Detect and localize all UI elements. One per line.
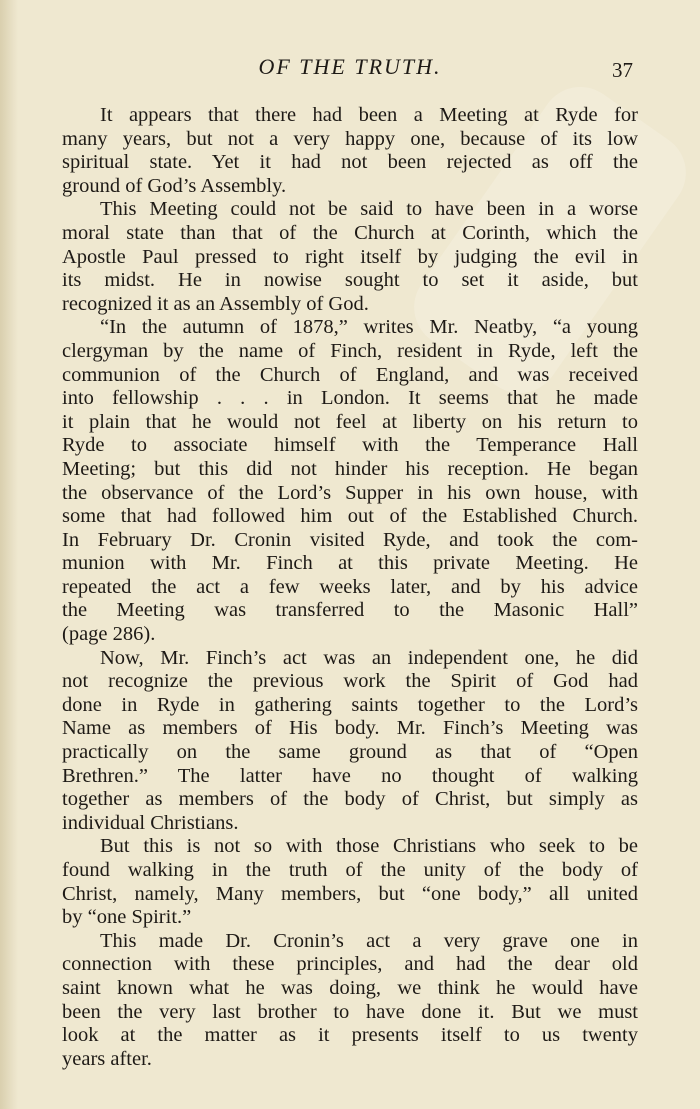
text-line: years after.	[62, 1047, 152, 1070]
text-line: “In the autumn of 1878,” writes Mr. Neatby, “a young	[100, 316, 638, 339]
text-line: individual Christians.	[62, 811, 239, 834]
text-line: It appears that there had been a Meeting at Ryde for	[100, 104, 638, 126]
text-line: communion of the Church of England, and was received	[62, 363, 638, 386]
text-line: by “one Spirit.”	[62, 906, 192, 929]
text-line: Ryde to associate himself with the Temperance Hall	[62, 434, 638, 457]
running-title: OF THE TRUTH.	[258, 54, 442, 79]
text-line: some that had followed him out of the Established Church.	[62, 505, 638, 528]
text-line: Brethren.” The latter have no thought of walking	[62, 764, 638, 787]
text-line: practically on the same ground as that of “Open	[62, 741, 638, 764]
text-line: found walking in the truth of the unity of the body of	[62, 859, 638, 881]
text-line: it plain that he would not feel at liberty on his return to	[62, 410, 638, 433]
text-line: In February Dr. Cronin visited Ryde, and took the com-	[62, 528, 638, 551]
text-line: This made Dr. Cronin’s act a very grave one in	[100, 929, 638, 952]
text-line: its midst. He in nowise sought to set it aside, but	[62, 269, 638, 292]
text-line: But this is not so with those Christians who seek to be	[100, 835, 638, 858]
text-line: ground of God’s Assembly.	[62, 174, 287, 197]
text-line: together as members of the body of Christ, but simply as	[62, 788, 638, 811]
text-line: clergyman by the name of Finch, resident in Ryde, left the	[62, 339, 638, 362]
page-header	[0, 52, 700, 82]
text-line: the observance of the Lord’s Supper in his own house, with	[62, 481, 638, 504]
text-line: look at the matter as it presents itself to us twenty	[62, 1024, 638, 1047]
page-gutter-shadow	[0, 0, 18, 1109]
text-line: recognized it as an Assembly of God.	[62, 292, 369, 315]
text-line: (page 286).	[62, 623, 156, 646]
text-line: spiritual state. Yet it had not been rejected as off the	[62, 151, 638, 174]
text-line: into fellowship . . . in London. It seems that he made	[62, 387, 638, 410]
text-line: Name as members of His body. Mr. Finch’s Meeting was	[62, 717, 638, 740]
text-line: Christ, namely, Many members, but “one body,” all united	[62, 882, 638, 905]
text-line: Meeting; but this did not hinder his reception. He began	[62, 457, 638, 480]
text-line: done in Ryde in gathering saints together to the Lord’s	[62, 693, 638, 716]
page-body-text	[62, 104, 638, 1071]
text-line: the Meeting was transferred to the Masonic Hall”	[62, 599, 638, 622]
text-line: not recognize the previous work the Spirit of God had	[62, 670, 638, 693]
page-number: 37	[612, 58, 633, 82]
text-line: saint known what he was doing, we think he would have	[62, 976, 638, 999]
text-line: This Meeting could not be said to have been in a worse	[100, 198, 638, 221]
text-line: connection with these principles, and had the dear old	[62, 953, 638, 976]
text-line: been the very last brother to have done it. But we must	[62, 1000, 638, 1023]
text-line: munion with Mr. Finch at this private Meeting. He	[62, 552, 638, 575]
text-line: many years, but not a very happy one, because of its low	[62, 127, 638, 150]
text-line: Now, Mr. Finch’s act was an independent one, he did	[100, 646, 638, 669]
text-line: repeated the act a few weeks later, and by his advice	[62, 575, 638, 598]
text-line: moral state than that of the Church at Corinth, which the	[62, 221, 638, 244]
text-line: Apostle Paul pressed to right itself by judging the evil in	[62, 245, 638, 268]
